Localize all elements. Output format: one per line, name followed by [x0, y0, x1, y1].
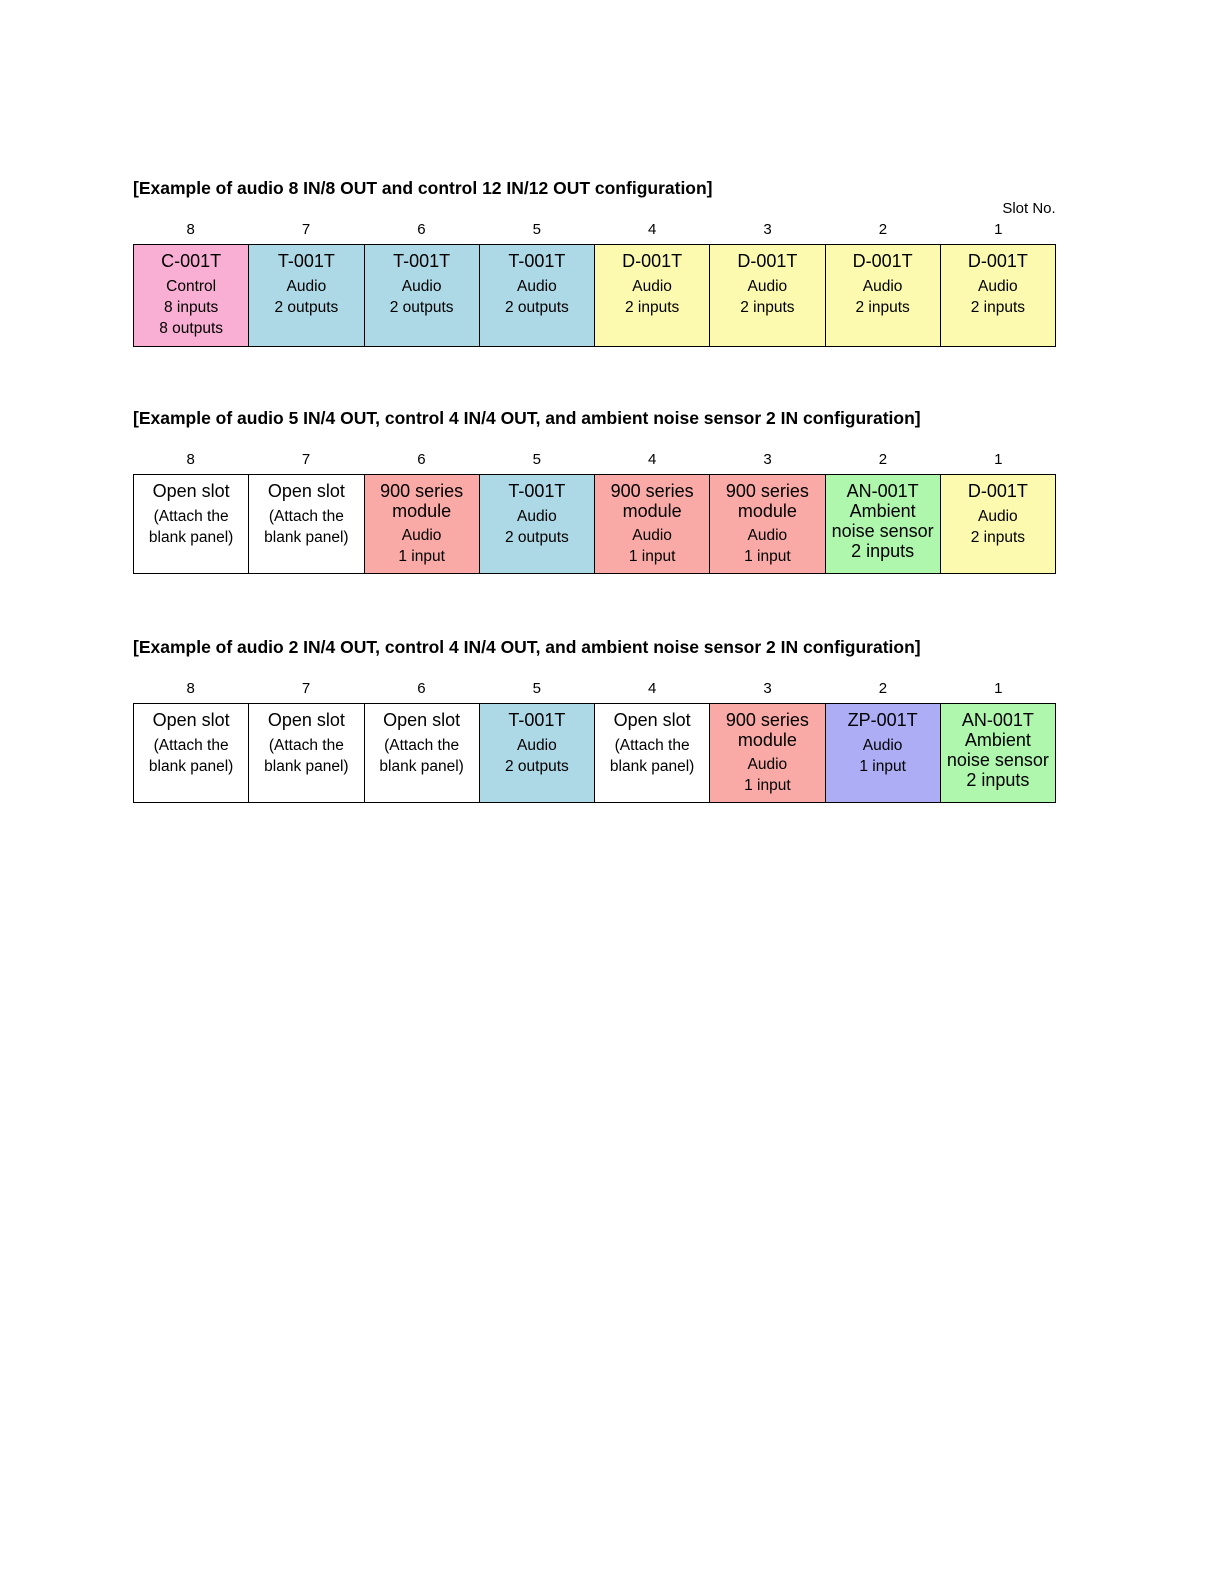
module-description	[149, 735, 233, 777]
module-description-line: Audio	[517, 737, 557, 754]
slot-row	[133, 244, 1056, 347]
module-description-line: blank panel)	[148, 529, 234, 546]
module-description-line: Audio	[517, 278, 557, 295]
module-slot-5	[479, 475, 594, 573]
config-title: [Example of audio 8 IN/8 OUT and control 12 IN/12 OUT configuration]	[133, 178, 713, 198]
module-description-line: Audio	[862, 278, 903, 295]
module-name	[380, 481, 463, 521]
slot-number: 5	[532, 451, 541, 468]
module-slot-6	[364, 475, 479, 573]
module-slot-1	[940, 475, 1055, 573]
module-description	[505, 735, 569, 777]
module-name-line: 900 series	[725, 481, 809, 501]
module-name-line: module	[737, 501, 797, 521]
module-description-line: 2 outputs	[504, 299, 569, 316]
module-name	[268, 710, 345, 731]
config-3	[133, 637, 1056, 794]
module-name-line: 2 inputs	[851, 541, 915, 561]
module-name-line: Ambient	[964, 730, 1031, 750]
slot-number: 6	[417, 221, 426, 238]
module-name-line: AN-001T	[846, 481, 919, 501]
module-slot-6	[364, 704, 479, 802]
module-name	[268, 481, 345, 502]
module-name-line: module	[737, 730, 797, 750]
module-description-line: blank panel)	[148, 758, 234, 775]
module-description-line: blank panel)	[264, 529, 349, 546]
module-description	[859, 735, 906, 777]
module-slot-7	[248, 245, 363, 346]
slot-numbers	[133, 221, 1056, 239]
config-2	[133, 408, 1056, 565]
module-description-line: 1 input	[859, 758, 906, 775]
module-slot-7	[248, 704, 363, 802]
module-name-line: 900 series	[725, 710, 809, 730]
module-name-line: C-001T	[161, 251, 222, 271]
slot-number: 7	[301, 680, 311, 697]
module-name-line: D-001T	[852, 251, 913, 271]
slot-no-label: Slot No.	[1002, 200, 1056, 217]
module-description	[855, 276, 909, 318]
module-slot-3	[709, 475, 824, 573]
module-description	[744, 525, 791, 567]
module-name-line: 900 series	[380, 481, 464, 501]
module-description	[505, 506, 569, 548]
module-description-line: Audio	[978, 508, 1018, 525]
slot-number: 2	[878, 680, 888, 697]
slot-number: 6	[417, 451, 426, 468]
slot-number: 4	[648, 451, 657, 468]
module-description-line: 2 outputs	[274, 299, 339, 316]
module-description	[264, 735, 348, 777]
module-name	[153, 710, 230, 731]
module-description	[379, 735, 463, 777]
module-slot-2	[825, 704, 940, 802]
module-slot-4	[594, 704, 709, 802]
module-description	[610, 735, 694, 777]
slot-number: 8	[186, 680, 195, 697]
module-description-line: 8 outputs	[159, 320, 224, 337]
module-description	[744, 754, 791, 796]
slot-numbers	[133, 451, 1056, 469]
module-description-line: 2 inputs	[624, 299, 680, 316]
module-description-line: (Attach the	[268, 508, 344, 525]
module-name-line: T-001T	[508, 481, 566, 501]
slot-numbers	[133, 680, 1056, 698]
module-name-line: T-001T	[393, 251, 451, 271]
module-slot-2	[825, 475, 940, 573]
module-name-line: D-001T	[967, 481, 1028, 501]
config-title: [Example of audio 2 IN/4 OUT, control 4 IN/4 OUT, and ambient noise sensor 2 IN configuration]	[133, 637, 921, 657]
module-description-line: (Attach the	[153, 737, 229, 754]
module-description-line: Control	[166, 278, 217, 295]
slot-number: 2	[878, 451, 888, 468]
module-name-line: Open slot	[152, 710, 230, 730]
slot-number: 2	[878, 221, 888, 238]
slot-row	[133, 474, 1056, 574]
module-slot-1	[940, 704, 1055, 802]
slot-number: 5	[532, 680, 541, 697]
slot-number: 5	[532, 221, 541, 238]
module-description-line: Audio	[401, 278, 442, 295]
module-description-line: Audio	[747, 527, 788, 544]
module-name	[622, 251, 682, 272]
module-name-line: AN-001T	[961, 710, 1034, 730]
module-name-line: 2 inputs	[966, 770, 1030, 790]
module-name-line: Open slot	[383, 710, 461, 730]
module-description	[390, 276, 454, 318]
slot-number: 4	[648, 680, 657, 697]
module-name	[614, 710, 691, 731]
module-name-line: noise sensor	[831, 521, 934, 541]
module-description-line: 8 inputs	[163, 299, 219, 316]
module-name-line: module	[622, 501, 682, 521]
slot-number: 1	[994, 680, 1003, 697]
module-name	[947, 710, 1049, 790]
module-description-line: 1 input	[398, 548, 445, 565]
module-description-line: Audio	[286, 278, 327, 295]
module-description-line: Audio	[978, 278, 1018, 295]
module-slot-5	[479, 704, 594, 802]
module-description-line: 1 input	[628, 548, 676, 565]
module-name-line: ZP-001T	[847, 710, 918, 730]
module-name-line: noise sensor	[946, 750, 1049, 770]
module-name-line: D-001T	[967, 251, 1028, 271]
module-description-line: Audio	[632, 278, 672, 295]
module-description-line: 2 outputs	[504, 758, 569, 775]
module-name-line: D-001T	[622, 251, 683, 271]
module-slot-8	[134, 245, 248, 346]
module-name	[726, 481, 809, 521]
module-name-line: Open slot	[613, 710, 691, 730]
module-name-line: Open slot	[267, 481, 345, 501]
module-description-line: Audio	[517, 508, 557, 525]
module-description	[740, 276, 794, 318]
module-slot-2	[825, 245, 940, 346]
module-description-line: (Attach the	[384, 737, 460, 754]
module-name	[968, 481, 1028, 502]
module-name	[832, 481, 934, 561]
module-description-line: Audio	[747, 756, 788, 773]
module-name	[161, 251, 221, 272]
module-slot-8	[134, 704, 248, 802]
module-description	[398, 525, 445, 567]
slot-row	[133, 703, 1056, 803]
module-name-line: Ambient	[849, 501, 916, 521]
module-name-line: Open slot	[267, 710, 345, 730]
module-description-line: 2 inputs	[855, 299, 910, 316]
module-description-line: 2 inputs	[740, 299, 795, 316]
module-description-line: Audio	[632, 527, 672, 544]
module-description	[159, 276, 223, 339]
slot-number: 3	[763, 680, 772, 697]
slot-number: 8	[186, 451, 195, 468]
module-name	[508, 251, 565, 272]
module-name	[737, 251, 797, 272]
module-description-line: (Attach the	[153, 508, 229, 525]
module-slot-3	[709, 245, 824, 346]
module-name-line: module	[392, 501, 452, 521]
config-title: [Example of audio 5 IN/4 OUT, control 4 IN/4 OUT, and ambient noise sensor 2 IN configuration]	[133, 408, 921, 428]
module-slot-5	[479, 245, 594, 346]
module-name	[508, 710, 565, 731]
module-name	[278, 251, 335, 272]
module-name	[611, 481, 694, 521]
slot-number: 1	[994, 451, 1003, 468]
module-description	[971, 506, 1025, 548]
slot-number: 3	[763, 221, 772, 238]
module-description-line: Audio	[401, 527, 442, 544]
module-name-line: D-001T	[737, 251, 798, 271]
module-description	[274, 276, 338, 318]
module-description-line: (Attach the	[268, 737, 344, 754]
module-description-line: 2 outputs	[504, 529, 569, 546]
module-slot-1	[940, 245, 1055, 346]
module-slot-4	[594, 245, 709, 346]
module-slot-4	[594, 475, 709, 573]
module-description-line: (Attach the	[614, 737, 690, 754]
module-description-line: blank panel)	[609, 758, 695, 775]
module-slot-7	[248, 475, 363, 573]
module-description-line: 2 inputs	[970, 299, 1026, 316]
module-name-line: Open slot	[152, 481, 230, 501]
module-name-line: 900 series	[610, 481, 694, 501]
module-description-line: 2 inputs	[970, 529, 1026, 546]
module-name	[393, 251, 450, 272]
module-description	[971, 276, 1025, 318]
slot-number: 8	[186, 221, 195, 238]
slot-number: 7	[301, 451, 311, 468]
module-slot-8	[134, 475, 248, 573]
module-name-line: T-001T	[508, 710, 566, 730]
module-name	[508, 481, 565, 502]
module-description-line: Audio	[862, 737, 903, 754]
module-name	[153, 481, 230, 502]
module-description	[629, 525, 676, 567]
module-name	[726, 710, 809, 750]
slot-number: 6	[417, 680, 426, 697]
module-name-line: T-001T	[508, 251, 566, 271]
slot-number: 7	[301, 221, 311, 238]
module-description-line: 1 input	[744, 548, 791, 565]
slot-number: 4	[648, 221, 657, 238]
module-description-line: 2 outputs	[389, 299, 454, 316]
module-description	[149, 506, 233, 548]
module-name	[383, 710, 460, 731]
module-name	[853, 251, 913, 272]
module-name	[848, 710, 918, 731]
module-description	[505, 276, 569, 318]
slot-number: 1	[994, 221, 1003, 238]
module-description-line: blank panel)	[379, 758, 464, 775]
module-description	[625, 276, 679, 318]
module-name-line: T-001T	[277, 251, 335, 271]
module-slot-6	[364, 245, 479, 346]
module-description	[264, 506, 348, 548]
module-slot-3	[709, 704, 824, 802]
module-description-line: Audio	[747, 278, 788, 295]
module-description-line: 1 input	[744, 777, 791, 794]
config-1	[133, 178, 1056, 337]
slot-number: 3	[763, 451, 772, 468]
module-description-line: blank panel)	[264, 758, 349, 775]
module-name	[968, 251, 1028, 272]
